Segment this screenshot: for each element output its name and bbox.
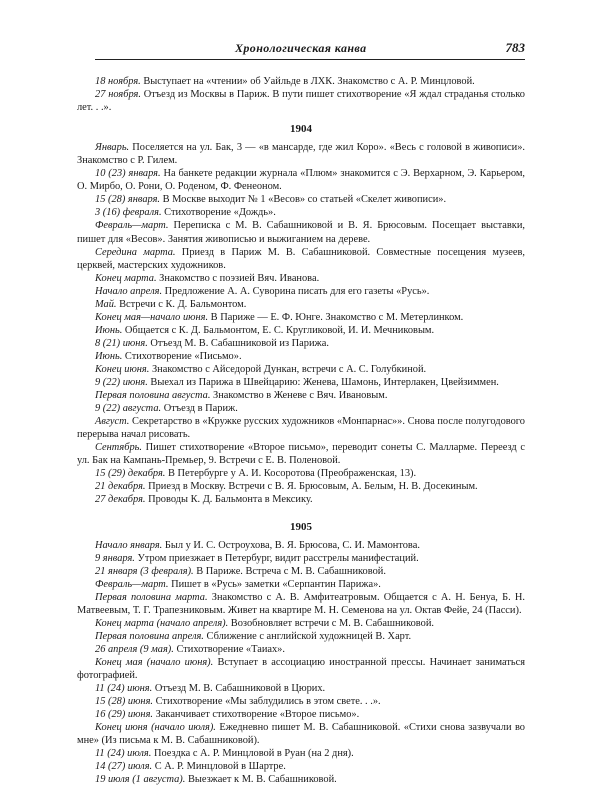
entry-date: 11 (24) июля. [95, 748, 152, 760]
entry-text: Был у И. С. Остроухова, В. Я. Брюсова, С. И. Мамонтова. [162, 539, 420, 551]
entry-date: 9 января. [95, 552, 135, 564]
chronicle-entry [77, 193, 525, 206]
entry-text: Стихотворение «Таиах». [173, 643, 285, 655]
chronicle-text [77, 75, 525, 786]
entry-text: Знакомство с Айседорой Дункан, встречи с А. С. Голубкиной. [149, 363, 427, 375]
entry-date: 14 (27) июля. [95, 761, 153, 773]
entry-date: Февраль—март. [95, 578, 169, 590]
header-title: Хронологическая канва [235, 41, 367, 55]
entry-text: На банкете редакции журнала «Плюм» знакомится с Э. Верхарном, Э. Карьером, О. Мирбо, О. Рони, О. Роденом, Ф. Фенеоном. [77, 168, 525, 193]
entry-date: Конец марта (начало апреля). [95, 617, 229, 629]
entry-date: Январь. [95, 142, 130, 154]
entry-date: Первая половина марта. [95, 591, 208, 603]
chronicle-entry [77, 402, 525, 415]
chronicle-entry [77, 311, 525, 324]
chronicle-entry [77, 298, 525, 311]
entry-text: Встречи с К. Д. Бальмонтом. [116, 298, 247, 310]
chronicle-entry [77, 773, 525, 786]
entry-text: Стихотворение «Мы заблудились в этом свете. . .». [153, 696, 381, 708]
chronicle-entry [77, 552, 525, 565]
entry-text: Пишет стихотворение «Второе письмо», переводит сонеты С. Малларме. Переезд с ул. Бак на Кампань-Премьер, 9. Встречи с Е. В. Поленовой. [77, 442, 525, 467]
chronicle-entry [77, 747, 525, 760]
entry-text: Предложение А. А. Суворина писать для его газеты «Русь». [162, 285, 430, 297]
chronicle-entry [77, 324, 525, 337]
running-header [95, 41, 525, 60]
entry-text: Отъезд в Париж. [161, 403, 238, 415]
chronicle-entry [77, 695, 525, 708]
entry-text: В Париже. Встреча с М. В. Сабашниковой. [193, 565, 386, 577]
entry-text: Сближение с английской художницей В. Харт. [203, 630, 412, 642]
entry-date: 11 (24) июня. [95, 683, 153, 695]
entries-1904 [77, 141, 525, 506]
entry-date: 15 (29) декабря. [95, 468, 166, 480]
chronicle-entry [77, 376, 525, 389]
chronicle-entry [77, 272, 525, 285]
chronicle-entry [77, 708, 525, 721]
chronicle-entry [77, 656, 525, 682]
entry-text: Поездка с А. Р. Минцловой в Руан (на 2 дня). [151, 748, 354, 760]
entries-1905 [77, 539, 525, 786]
chronicle-entry [77, 643, 525, 656]
entry-date: Конец июня (начало июля). [95, 722, 216, 734]
entry-date: 26 апреля (9 мая). [95, 643, 174, 655]
entry-date: 27 декабря. [95, 494, 146, 506]
chronicle-entry [77, 285, 525, 298]
entry-text: Вступает в ассоциацию иностранной прессы. Начинает заниматься фотографией. [77, 656, 525, 682]
entry-date: Конец марта. [95, 272, 157, 284]
chronicle-entry [77, 219, 525, 245]
entry-date: 27 ноября. [95, 89, 141, 101]
chronicle-entry [77, 578, 525, 591]
entry-text: Отъезд М. В. Сабашниковой из Парижа. [147, 337, 329, 349]
entry-text: Отъезд из Москвы в Париж. В пути пишет стихотворение «Я ждал страданья столько лет. . .». [77, 89, 525, 114]
entry-date: Май. [95, 298, 117, 310]
chronicle-entry [77, 565, 525, 578]
entry-date: Июнь. [95, 350, 123, 362]
entry-date: 18 ноября. [95, 76, 141, 87]
chronicle-entry [77, 337, 525, 350]
entry-text: В Москве выходит № 1 «Весов» со статьей «Скелет живописи». [160, 194, 447, 206]
entry-text: Выступает на «чтении» об Уайльде в ЛХК. Знакомство с А. Р. Минцловой. [140, 76, 475, 87]
entry-date: 15 (28) июня. [95, 696, 154, 708]
entry-text: Стихотворение «Письмо». [122, 350, 242, 362]
entry-date: Конец мая—начало июня. [95, 311, 209, 323]
entry-date: Сентябрь. [95, 442, 142, 454]
entry-date: Конец июня. [95, 363, 150, 375]
chronicle-entry [77, 630, 525, 643]
chronicle-entry [77, 480, 525, 493]
year-heading-1905: 1905 [290, 520, 312, 533]
entry-date: 19 июля (1 августа). [95, 774, 186, 786]
year-heading-1904: 1904 [290, 123, 312, 136]
entry-text: С А. Р. Минцловой в Шартре. [152, 761, 286, 773]
chronicle-entry [77, 467, 525, 480]
chronicle-entry [77, 167, 525, 193]
entry-text: Приезд в Москву. Встречи с В. Я. Брюсовым, А. Белым, Н. В. Досекиным. [145, 481, 478, 493]
chronicle-entry [77, 760, 525, 773]
entry-text: Заканчивает стихотворение «Второе письмо». [153, 709, 360, 721]
entry-date: Первая половина августа. [95, 390, 211, 402]
entry-date: 3 (16) февраля. [95, 207, 162, 219]
entry-date: Начало апреля. [95, 285, 163, 297]
entry-date: 16 (29) июня. [95, 709, 154, 721]
entry-date: Февраль—март. [95, 220, 169, 232]
entry-date: Середина марта. [95, 246, 176, 258]
entry-text: Знакомство с А. В. Амфитеатровым. Общается с А. Н. Бенуа, Б. Н. Матвеевым, Т. Г. Трапезниковым. Живет на квартире М. Н. Семенова на ул. Октав Фейе, 24 (Пасси). [77, 591, 525, 616]
entry-text: Переписка с М. В. Сабашниковой и В. Я. Брюсовым. Посещает выставки, пишет для «Весов». Занятия живописью и выжиганием на дереве. [77, 220, 525, 245]
entry-text: Стихотворение «Дождь». [161, 207, 276, 219]
chronicle-entry [77, 141, 525, 167]
entry-date: Июнь. [95, 324, 123, 336]
entry-text: Возобновляет встречи с М. В. Сабашниковой. [228, 617, 434, 629]
entry-text: В Петербурге у А. И. Косоротова (Преображенская, 13). [165, 468, 417, 480]
entry-text: Утром приезжает в Петербург, видит расстрелы манифестаций. [134, 552, 419, 564]
entry-date: Конец мая (начало июня). [95, 656, 214, 668]
chronicle-entry [77, 389, 525, 402]
chronicle-entry [77, 363, 525, 376]
entry-text: Поселяется на ул. Бак, 3 — «в мансарде, где жил Коро». «Весь с головой в живописи». Знакомство с Р. Гилем. [77, 142, 525, 167]
chronicle-entry [77, 350, 525, 363]
entry-text: Секретарство в «Кружке русских художников «Монпарнас»». Снова после полугодового перерыва начал рисовать. [77, 416, 525, 441]
entry-text: Выехал из Парижа в Швейцарию: Женева, Шамонь, Интерлакен, Цвейзиммен. [147, 377, 499, 389]
chronicle-entry [77, 617, 525, 630]
chronicle-entry [77, 591, 525, 617]
chronicle-entry [77, 721, 525, 747]
entry-date: 10 (23) января. [95, 168, 161, 180]
entry-text: Общается с К. Д. Бальмонтом, Е. С. Кругликовой, И. И. Мечниковым. [122, 324, 435, 336]
entry-text: Выезжает к М. В. Сабашниковой. [185, 774, 337, 786]
entry-date: 9 (22) июня. [95, 377, 148, 389]
entry-text: Отъезд М. В. Сабашниковой в Цюрих. [152, 683, 326, 695]
chronicle-entry [77, 539, 525, 552]
entry-date: 21 января (3 февраля). [95, 565, 194, 577]
chronicle-entry [77, 415, 525, 441]
entry-date: 8 (21) июня. [95, 337, 148, 349]
entry-text: В Париже — Е. Ф. Юнге. Знакомство с М. Метерлинком. [208, 311, 464, 323]
entry-date: 21 декабря. [95, 481, 146, 493]
entry-text: Проводы К. Д. Бальмонта в Мексику. [145, 494, 313, 506]
entry-text: Знакомство с поэзией Вяч. Иванова. [156, 272, 320, 284]
chronicle-entry [77, 246, 525, 272]
entry-date: Начало января. [95, 539, 163, 551]
entry-text: Приезд в Париж М. В. Сабашниковой. Совместные посещения музеев, церквей, мастерских художников. [77, 246, 525, 271]
entry-date: Первая половина апреля. [95, 630, 204, 642]
entry-text: Знакомство в Женеве с Вяч. Ивановым. [210, 390, 388, 402]
chronicle-entry [77, 493, 525, 506]
entry-date: Август. [95, 416, 130, 428]
entries-1903 [77, 75, 525, 114]
entry-date: 15 (28) января. [95, 194, 161, 206]
entry-date: 9 (22) августа. [95, 403, 162, 415]
chronicle-entry [77, 88, 525, 114]
chronicle-entry [77, 206, 525, 219]
chronicle-entry [77, 441, 525, 467]
chronicle-entry [77, 682, 525, 695]
chronicle-entry [77, 75, 525, 88]
entry-text: Пишет в «Русь» заметки «Серпантин Парижа». [168, 578, 381, 590]
page-number: 783 [505, 40, 525, 55]
entry-text: Ежедневно пишет М. В. Сабашниковой. «Стихи снова зазвучали во мне» (Из письма к М. В. Сабашниковой). [77, 722, 525, 747]
